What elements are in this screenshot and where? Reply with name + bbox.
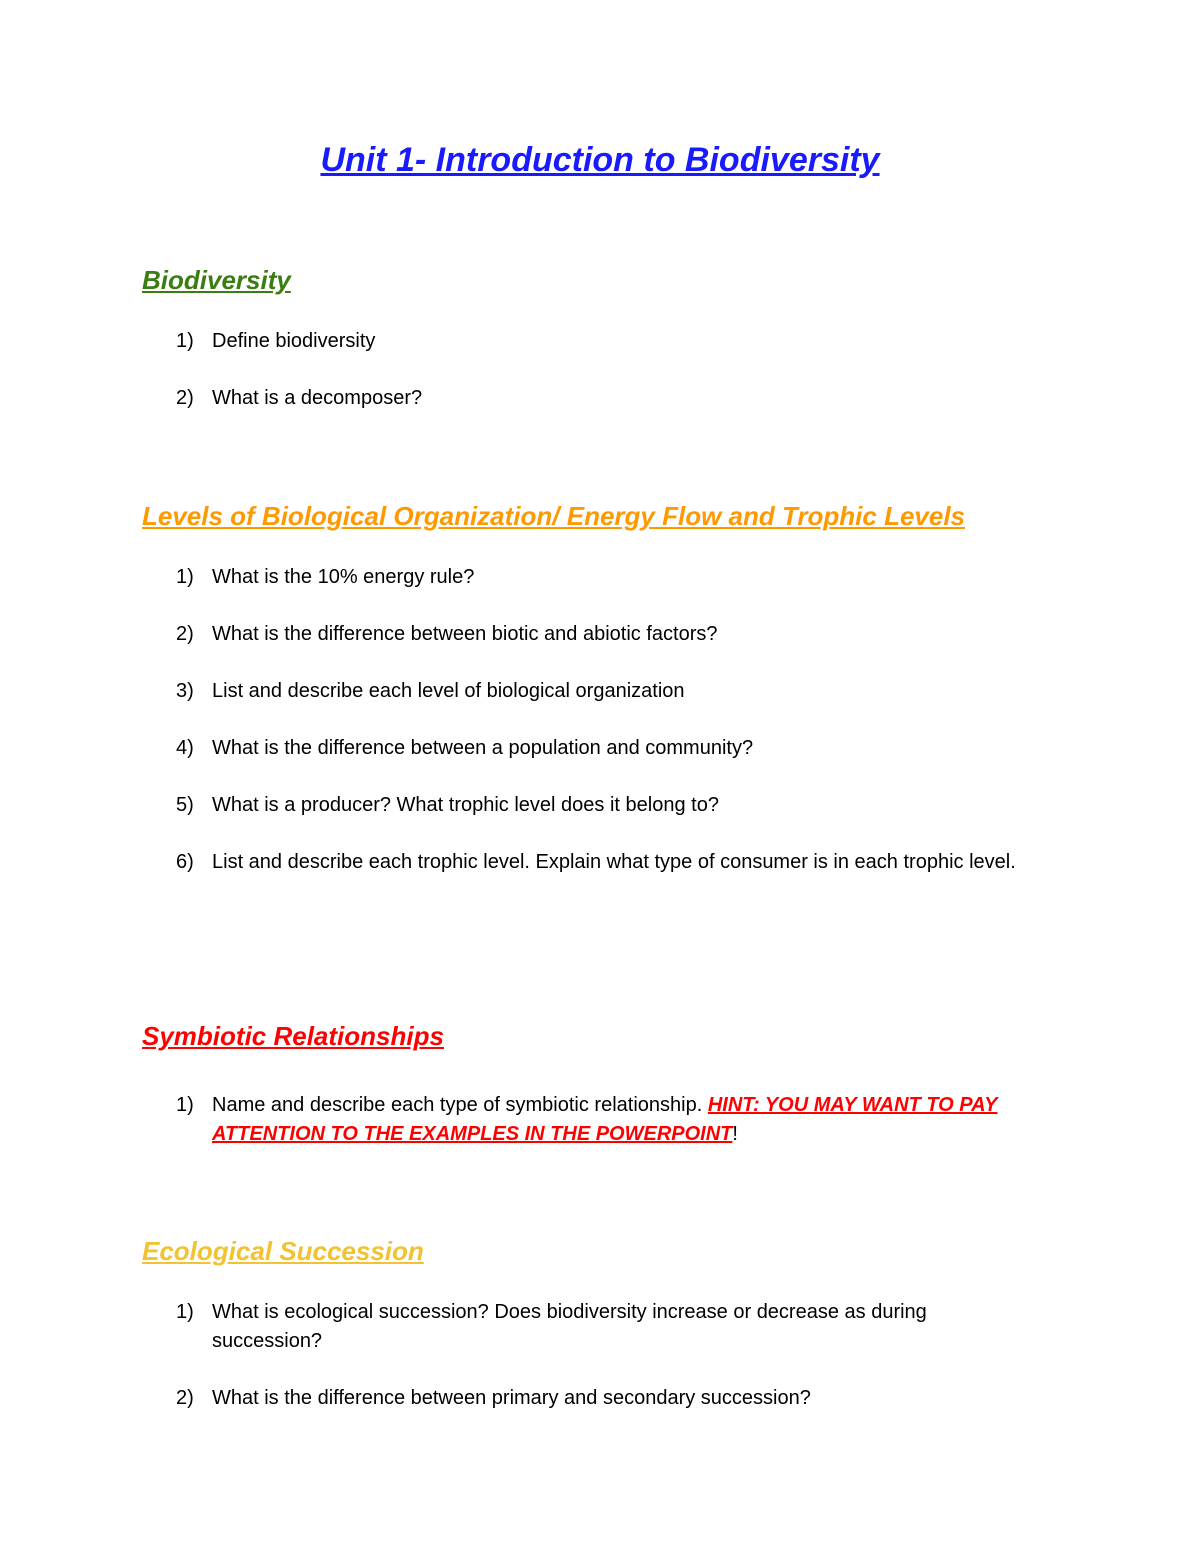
question-number: 2) [176,623,194,645]
question-number: 1) [176,1301,194,1323]
question-number: 1) [176,566,194,588]
question-text: What is a decomposer? [212,387,423,409]
question-text [212,1091,1036,1149]
question-item [176,677,1036,706]
question-text: What is ecological succession? Does biodiversity increase or decrease as during succession? [212,1301,927,1352]
question-item [176,791,1036,820]
question-item [176,1384,1036,1413]
question-item [176,384,1036,413]
question-number: 6) [176,851,194,873]
question-item [176,1298,1036,1356]
question-item [176,734,1036,763]
question-text: List and describe each level of biological organization [212,680,685,702]
section-heading-symbiotic: Symbiotic Relationships [142,1021,444,1051]
question-number: 5) [176,794,194,816]
question-text: What is the 10% energy rule? [212,566,475,588]
question-number: 1) [176,1094,194,1116]
question-number: 2) [176,387,194,409]
question-text: What is the difference between a population and community? [212,737,754,759]
hint-trailing-punctuation: ! [732,1123,738,1145]
question-text: What is a producer? What trophic level does it belong to? [212,794,719,816]
question-number: 4) [176,737,194,759]
question-text: List and describe each trophic level. Explain what type of consumer is in each trophic level. [212,851,1016,873]
question-text: What is the difference between primary and secondary succession? [212,1387,811,1409]
question-item [176,327,1036,356]
question-text: Define biodiversity [212,330,376,352]
question-item [176,620,1036,649]
question-number: 1) [176,330,194,352]
question-item [176,1091,1036,1149]
section-heading-succession: Ecological Succession [142,1236,424,1266]
question-item [176,848,1036,877]
question-text: What is the difference between biotic and abiotic factors? [212,623,718,645]
hint-text: HINT: YOU MAY WANT TO PAY ATTENTION TO THE EXAMPLES IN THE POWERPOINT [212,1094,998,1145]
section-heading-biodiversity: Biodiversity [142,265,291,295]
document-title: Unit 1- Introduction to Biodiversity [320,141,880,179]
question-number: 2) [176,1387,194,1409]
question-number: 3) [176,680,194,702]
question-item [176,563,1036,592]
section-heading-levels: Levels of Biological Organization/ Energy Flow and Trophic Levels [142,501,966,531]
question-body: Name and describe each type of symbiotic relationship. [212,1094,708,1116]
